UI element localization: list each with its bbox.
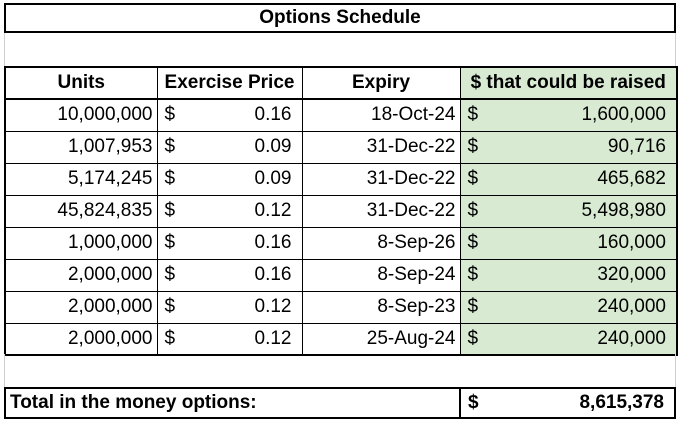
- price-cell: [157, 323, 302, 355]
- raised-cell: [460, 259, 677, 291]
- price-cell: [157, 195, 302, 227]
- price-value: 0.09: [254, 136, 292, 157]
- raised-value: 465,682: [597, 168, 666, 189]
- raised-value: 240,000: [597, 327, 666, 349]
- price-value: 0.16: [254, 232, 292, 253]
- table-row: [5, 99, 677, 131]
- raised-value: 5,498,980: [581, 200, 666, 221]
- price-cell: [157, 259, 302, 291]
- expiry-cell: 18-Oct-24: [302, 99, 460, 131]
- table-row: [5, 227, 677, 259]
- spacer-row: [4, 33, 676, 66]
- raised-cell: [460, 227, 677, 259]
- table-row: [5, 163, 677, 195]
- raised-cell: [460, 163, 677, 195]
- currency-symbol: $: [467, 327, 479, 349]
- price-value: 0.16: [254, 104, 292, 126]
- header-raised: $ that could be raised: [460, 67, 677, 99]
- raised-value: 320,000: [597, 264, 666, 285]
- header-exercise-price: Exercise Price: [157, 67, 302, 99]
- currency-symbol: $: [164, 232, 176, 253]
- price-value: 0.12: [254, 327, 292, 349]
- spacer-row: [4, 354, 676, 387]
- currency-symbol: $: [164, 168, 176, 189]
- price-value: 0.16: [254, 264, 292, 285]
- raised-value: 90,716: [607, 136, 666, 157]
- price-cell: [157, 227, 302, 259]
- units-cell: 2,000,000: [5, 291, 157, 323]
- currency-symbol: $: [467, 200, 479, 221]
- expiry-cell: 8-Sep-24: [302, 259, 460, 291]
- table-row: [5, 195, 677, 227]
- table-row: [5, 323, 677, 355]
- price-cell: [157, 131, 302, 163]
- schedule-title: Options Schedule: [4, 3, 676, 33]
- raised-cell: [460, 291, 677, 323]
- currency-symbol: $: [164, 264, 176, 285]
- price-cell: [157, 291, 302, 323]
- price-cell: [157, 163, 302, 195]
- header-expiry: Expiry: [302, 67, 460, 99]
- currency-symbol: $: [164, 104, 176, 126]
- expiry-cell: 8-Sep-26: [302, 227, 460, 259]
- currency-symbol: $: [467, 104, 479, 126]
- price-value: 0.09: [254, 168, 292, 189]
- table-row: [5, 131, 677, 163]
- currency-symbol: $: [164, 327, 176, 349]
- total-row: [4, 387, 676, 419]
- options-table: [4, 66, 678, 356]
- total-label: Total in the money options:: [6, 389, 461, 417]
- price-value: 0.12: [254, 296, 292, 317]
- units-cell: 2,000,000: [5, 323, 157, 355]
- header-units: Units: [5, 67, 157, 99]
- expiry-cell: 31-Dec-22: [302, 131, 460, 163]
- units-cell: 10,000,000: [5, 99, 157, 131]
- units-cell: 1,007,953: [5, 131, 157, 163]
- units-cell: 45,824,835: [5, 195, 157, 227]
- raised-cell: [460, 323, 677, 355]
- raised-cell: [460, 131, 677, 163]
- expiry-cell: 8-Sep-23: [302, 291, 460, 323]
- currency-symbol: $: [467, 296, 479, 317]
- price-value: 0.12: [254, 200, 292, 221]
- header-row: [5, 67, 677, 99]
- units-cell: 1,000,000: [5, 227, 157, 259]
- raised-value: 1,600,000: [581, 104, 666, 126]
- currency-symbol: $: [468, 392, 479, 413]
- table-row: [5, 259, 677, 291]
- expiry-cell: 31-Dec-22: [302, 195, 460, 227]
- units-cell: 2,000,000: [5, 259, 157, 291]
- raised-value: 240,000: [597, 296, 666, 317]
- raised-cell: [460, 195, 677, 227]
- total-value: 8,615,378: [579, 392, 664, 413]
- currency-symbol: $: [467, 168, 479, 189]
- expiry-cell: 25-Aug-24: [302, 323, 460, 355]
- total-value-cell: [461, 389, 674, 417]
- currency-symbol: $: [467, 136, 479, 157]
- currency-symbol: $: [164, 136, 176, 157]
- expiry-cell: 31-Dec-22: [302, 163, 460, 195]
- currency-symbol: $: [467, 232, 479, 253]
- table-row: [5, 291, 677, 323]
- units-cell: 5,174,245: [5, 163, 157, 195]
- currency-symbol: $: [164, 296, 176, 317]
- raised-value: 160,000: [597, 232, 666, 253]
- raised-cell: [460, 99, 677, 131]
- price-cell: [157, 99, 302, 131]
- currency-symbol: $: [467, 264, 479, 285]
- currency-symbol: $: [164, 200, 176, 221]
